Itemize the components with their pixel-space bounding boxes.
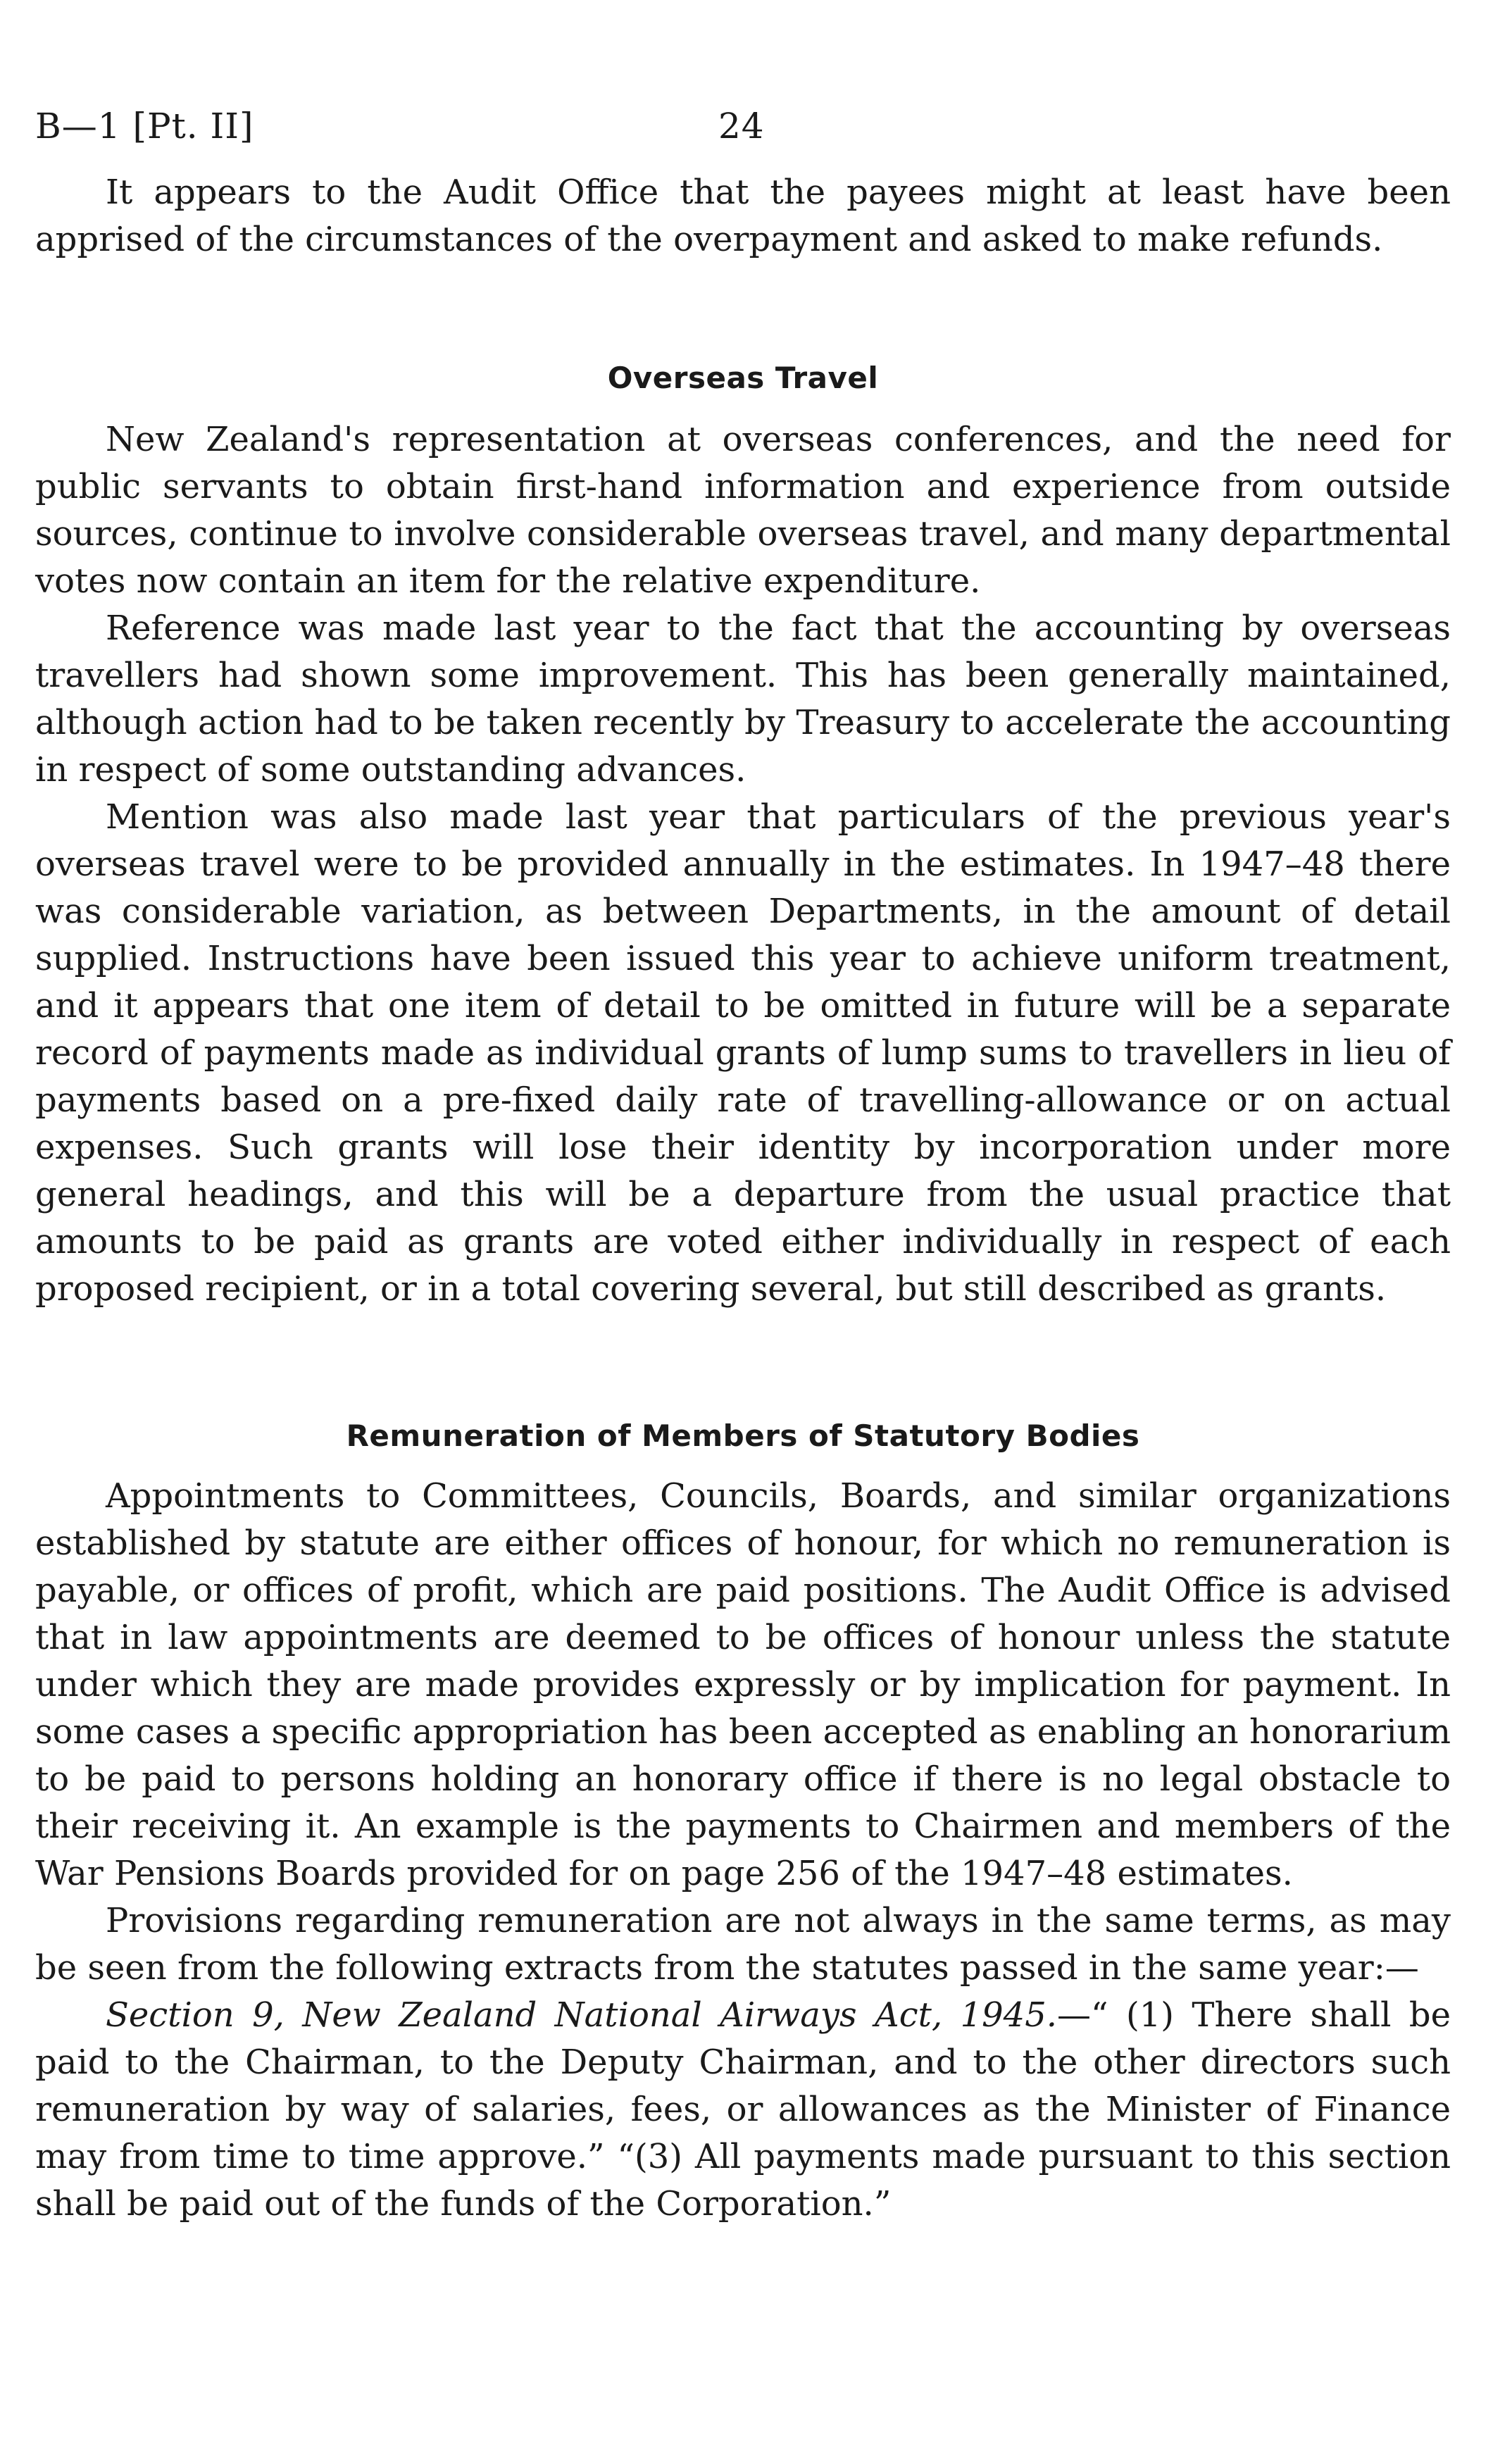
intro-paragraph: It appears to the Audit Office that the payees might at least have been apprised of the circumstances of the overpayment and asked to make refunds.: [35, 173, 1451, 259]
statute-extract: [35, 1992, 1451, 2228]
travel-paragraph-3: Mention was also made last year that particulars of the previous year's overseas travel were to be provided annually in the estimates. In 1947–48 there was considerable variation, as between Departments, in the amount of detail supplied. Instructions have been issued this year to achieve uniform treatment, and it appears that one item of detail to be omitted in future will be a separate record of payments made as individual grants of lump sums to travellers in lieu of payments based on a pre-fixed daily rate of travelling-allowance or on actual expenses. Such grants will lose their identity by incorporation under more general headings, and this will be a departure from the usual practice that amounts to be paid as grants are voted either individually in respect of each proposed recipient, or in a total covering several, but still described as grants.: [35, 797, 1451, 1309]
page-number: 24: [718, 106, 765, 146]
travel-paragraph-1: New Zealand's representation at overseas conferences, and the need for public servants to obtain first-hand information and experience from outside sources, continue to involve considerable overseas travel, and many departmental votes now contain an item for the relative expenditure.: [35, 420, 1451, 601]
travel-paragraph-2: Reference was made last year to the fact that the accounting by overseas travellers had shown some improvement. This has been generally maintained, although action had to be taken recently by Treasury to accelerate the accounting in respect of some outstanding advances.: [35, 609, 1451, 790]
document-reference: B—1 [Pt. II]: [35, 106, 254, 146]
remuneration-paragraph-1: Appointments to Committees, Councils, Boards, and similar organizations established by statute are either offices of honour, for which no remuneration is payable, or offices of profit, which are paid positions. The Audit Office is advised that in law appointments are deemed to be offices of honour unless the statute under which they are made provides expressly or by implication for payment. In some cases a specific appropriation has been accepted as enabling an honorarium to be paid to persons holding an honorary office if there is no legal obstacle to their receiving it. An example is the payments to Chairmen and members of the War Pensions Boards provided for on page 256 of the 1947–48 estimates.: [35, 1476, 1451, 1893]
statute-extract-text: —“ (1) There shall be paid to the Chairman, to the Deputy Chairman, and to the other directors such remuneration by way of salaries, fees, or allowances as the Minister of Finance may from time to time approve.” “(3) All payments made pursuant to this section shall be paid out of the funds of the Corporation.”: [35, 1995, 1451, 2224]
document-page: [35, 106, 1451, 2228]
section-heading-remuneration: Remuneration of Members of Statutory Bodies: [346, 1419, 1140, 1453]
section-heading-overseas-travel: Overseas Travel: [607, 361, 879, 395]
statute-citation: Section 9, New Zealand National Airways Act, 1945.: [106, 1995, 1057, 2035]
running-header: [35, 106, 1451, 169]
remuneration-paragraph-2: Provisions regarding remuneration are not always in the same terms, as may be seen from the following extracts from the statutes passed in the same year:—: [35, 1901, 1451, 1988]
